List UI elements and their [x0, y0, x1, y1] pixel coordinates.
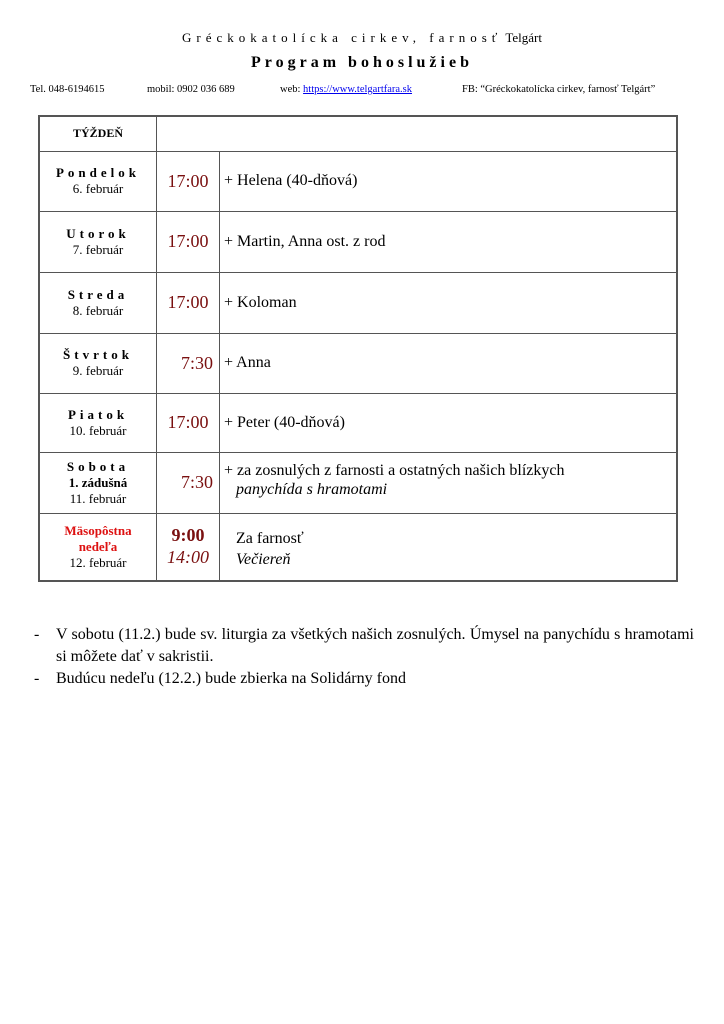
day-name: Streda: [67, 286, 129, 302]
web: [280, 84, 412, 95]
bullet-dash: -: [34, 670, 40, 687]
time-cell: 17:00: [157, 393, 220, 452]
time-cell: 7:30: [157, 333, 220, 393]
note-item: [34, 624, 694, 668]
web-link[interactable]: https://www.telgartfara.sk: [303, 84, 413, 95]
intention-cell: + Koloman: [220, 272, 678, 333]
intention-cell: + Anna: [220, 333, 678, 393]
day-date: 9. február: [72, 363, 124, 378]
day-name-2: nedeľa: [78, 538, 118, 554]
parish-name: Gréckokatolícka cirkev, farnosť: [182, 30, 503, 45]
day-date: 12. február: [69, 554, 127, 570]
day-cell: [39, 513, 157, 581]
day-cell: [39, 211, 157, 272]
day-name: Utorok: [66, 225, 130, 241]
intention-cell: [220, 513, 678, 581]
table-row: [39, 452, 677, 513]
time-cell: 17:00: [157, 151, 220, 211]
day-date: 6. február: [72, 181, 124, 196]
intention-subtext: Večiereň: [236, 550, 291, 568]
time-cell: 7:30: [157, 452, 220, 513]
day-name: Sobota: [66, 458, 130, 474]
notes: [34, 624, 694, 690]
intention-cell: + Martin, Anna ost. z rod: [220, 211, 678, 272]
intention-subtext: panychída s hramotami: [236, 480, 388, 498]
bullet-dash: -: [34, 626, 40, 643]
intention-text: + za zosnulých z farnosti a ostatných našich blízkych: [224, 461, 565, 479]
note-text: V sobotu (11.2.) bude sv. liturgia za všetkých našich zosnulých. Úmysel na panychídu s hramotami si môžete dať v sakristii.: [56, 626, 694, 665]
day-cell: [39, 393, 157, 452]
week-header: TÝŽDEŇ: [39, 116, 157, 151]
day-name: Mäsopôstna: [64, 522, 132, 538]
day-date: 11. február: [69, 490, 127, 506]
time-cell: [157, 513, 220, 581]
schedule-table: [38, 115, 678, 582]
day-name: Pondelok: [55, 165, 140, 180]
phone: Tel. 048-6194615: [30, 84, 105, 95]
parish-header: [0, 30, 724, 46]
table-row: [39, 151, 677, 211]
time-2: 14:00: [167, 546, 209, 567]
day-cell: [39, 151, 157, 211]
day-cell: [39, 272, 157, 333]
note-text: Budúcu nedeľu (12.2.) bude zbierka na Solidárny fond: [56, 670, 406, 687]
day-name: Piatok: [67, 406, 129, 422]
note-item: [34, 668, 694, 690]
intention-text: Za farnosť: [236, 529, 304, 547]
time-cell: 17:00: [157, 272, 220, 333]
day-date: 7. február: [72, 241, 124, 257]
header-blank: [157, 116, 678, 151]
table-row: [39, 513, 677, 581]
table-row: [39, 333, 677, 393]
parish-place: Telgárt: [505, 30, 542, 45]
day-date: 10. február: [69, 422, 127, 438]
table-row: [39, 211, 677, 272]
page-title: Program bohoslužieb: [251, 54, 473, 71]
day-special: 1. zádušná: [68, 474, 128, 490]
day-name: Štvrtok: [63, 347, 133, 362]
table-row: [39, 272, 677, 333]
time-cell: 17:00: [157, 211, 220, 272]
table-row: [39, 393, 677, 452]
mobile: mobil: 0902 036 689: [147, 84, 235, 95]
intention-cell: + Peter (40-dňová): [220, 393, 678, 452]
day-cell: [39, 333, 157, 393]
facebook: FB: “Gréckokatolícka cirkev, farnosť Telgárt”: [462, 84, 656, 95]
web-label: web:: [280, 84, 301, 95]
intention-cell: [220, 452, 678, 513]
table-header-row: [39, 116, 677, 151]
day-cell: [39, 452, 157, 513]
intention-cell: + Helena (40-dňová): [220, 151, 678, 211]
time-1: 9:00: [171, 524, 205, 545]
day-date: 8. február: [72, 302, 124, 318]
